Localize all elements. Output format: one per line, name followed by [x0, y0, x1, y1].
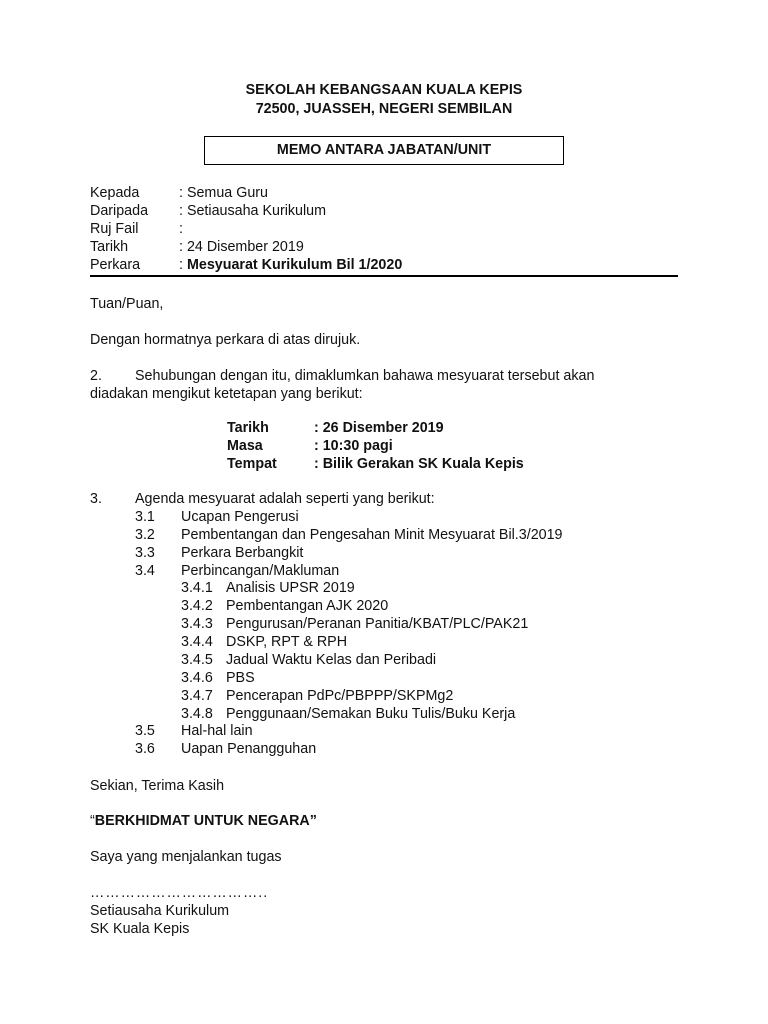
para2-number: 2. [90, 368, 102, 384]
agenda-text: Pembentangan dan Pengesahan Minit Mesyuarat Bil.3/2019 [181, 527, 563, 543]
motto [90, 812, 317, 830]
duty-text: Saya yang menjalankan tugas [90, 849, 282, 865]
salutation: Tuan/Puan, [90, 296, 164, 312]
field-label-perkara: Perkara [90, 257, 141, 273]
field-label-tarikh: Tarikh [90, 239, 129, 255]
meeting-value-tempat: : Bilik Gerakan SK Kuala Kepis [314, 456, 524, 472]
field-label-daripada: Daripada [90, 203, 149, 219]
para3-number: 3. [90, 491, 102, 507]
agenda-text: Perbincangan/Makluman [181, 563, 340, 579]
school-address: 72500, JUASSEH, NEGERI SEMBILAN [255, 101, 513, 117]
meeting-value-masa: : 10:30 pagi [314, 438, 393, 454]
subagenda-text: Analisis UPSR 2019 [226, 580, 355, 596]
agenda-text: Hal-hal lain [181, 723, 253, 739]
meeting-label-tempat: Tempat [227, 456, 277, 472]
subagenda-num: 3.4.4 [181, 634, 213, 650]
subagenda-text: PBS [226, 670, 255, 686]
field-label-kepada: Kepada [90, 185, 140, 201]
intro-text: Dengan hormatnya perkara di atas dirujuk. [90, 332, 361, 348]
meeting-value-tarikh: : 26 Disember 2019 [314, 420, 444, 436]
field-value-tarikh: : 24 Disember 2019 [179, 239, 304, 255]
para2-line2: diadakan mengikut ketetapan yang berikut: [90, 386, 363, 402]
motto-open-quote: “ [90, 813, 95, 829]
field-value-kepada: : Semua Guru [179, 185, 268, 201]
signatory-title: Setiausaha Kurikulum [90, 903, 230, 919]
subagenda-text: Jadual Waktu Kelas dan Peribadi [226, 652, 437, 668]
memo-title: MEMO ANTARA JABATAN/UNIT [204, 136, 564, 165]
agenda-num: 3.3 [135, 545, 155, 561]
subagenda-text: Pencerapan PdPc/PBPPP/SKPMg2 [226, 688, 454, 704]
perkara-subject: Mesyuarat Kurikulum Bil 1/2020 [186, 257, 403, 273]
subagenda-text: Penggunaan/Semakan Buku Tulis/Buku Kerja [226, 706, 516, 722]
field-label-ruj-fail: Ruj Fail [90, 221, 139, 237]
subagenda-text: DSKP, RPT & RPH [226, 634, 348, 650]
agenda-num: 3.4 [135, 563, 155, 579]
closing-text: Sekian, Terima Kasih [90, 778, 225, 794]
agenda-num: 3.1 [135, 509, 155, 525]
subagenda-num: 3.4.5 [181, 652, 213, 668]
field-value-ruj-fail: : [179, 221, 183, 237]
subagenda-num: 3.4.7 [181, 688, 213, 704]
field-value-daripada: : Setiausaha Kurikulum [179, 203, 327, 219]
motto-text: BERKHIDMAT UNTUK NEGARA” [94, 813, 317, 829]
meeting-label-masa: Masa [227, 438, 263, 454]
signatory-organization: SK Kuala Kepis [90, 921, 190, 937]
meeting-label-tarikh: Tarikh [227, 420, 269, 436]
agenda-num: 3.2 [135, 527, 155, 543]
subagenda-num: 3.4.8 [181, 706, 213, 722]
subagenda-num: 3.4.6 [181, 670, 213, 686]
agenda-num: 3.6 [135, 741, 155, 757]
signature-line: …………………………….. [90, 885, 269, 901]
agenda-text: Ucapan Pengerusi [181, 509, 299, 525]
school-name: SEKOLAH KEBANGSAAN KUALA KEPIS [245, 82, 523, 98]
subagenda-num: 3.4.2 [181, 598, 213, 614]
subagenda-text: Pembentangan AJK 2020 [226, 598, 389, 614]
header-divider [90, 275, 678, 277]
field-value-perkara [179, 256, 402, 274]
agenda-text: Uapan Penangguhan [181, 741, 317, 757]
subagenda-num: 3.4.1 [181, 580, 213, 596]
perkara-colon: : [179, 257, 187, 273]
subagenda-text: Pengurusan/Peranan Panitia/KBAT/PLC/PAK21 [226, 616, 529, 632]
subagenda-num: 3.4.3 [181, 616, 213, 632]
para3-text: Agenda mesyuarat adalah seperti yang berikut: [135, 491, 435, 507]
agenda-text: Perkara Berbangkit [181, 545, 304, 561]
agenda-num: 3.5 [135, 723, 155, 739]
para2-line1: Sehubungan dengan itu, dimaklumkan bahawa mesyuarat tersebut akan [135, 368, 595, 384]
